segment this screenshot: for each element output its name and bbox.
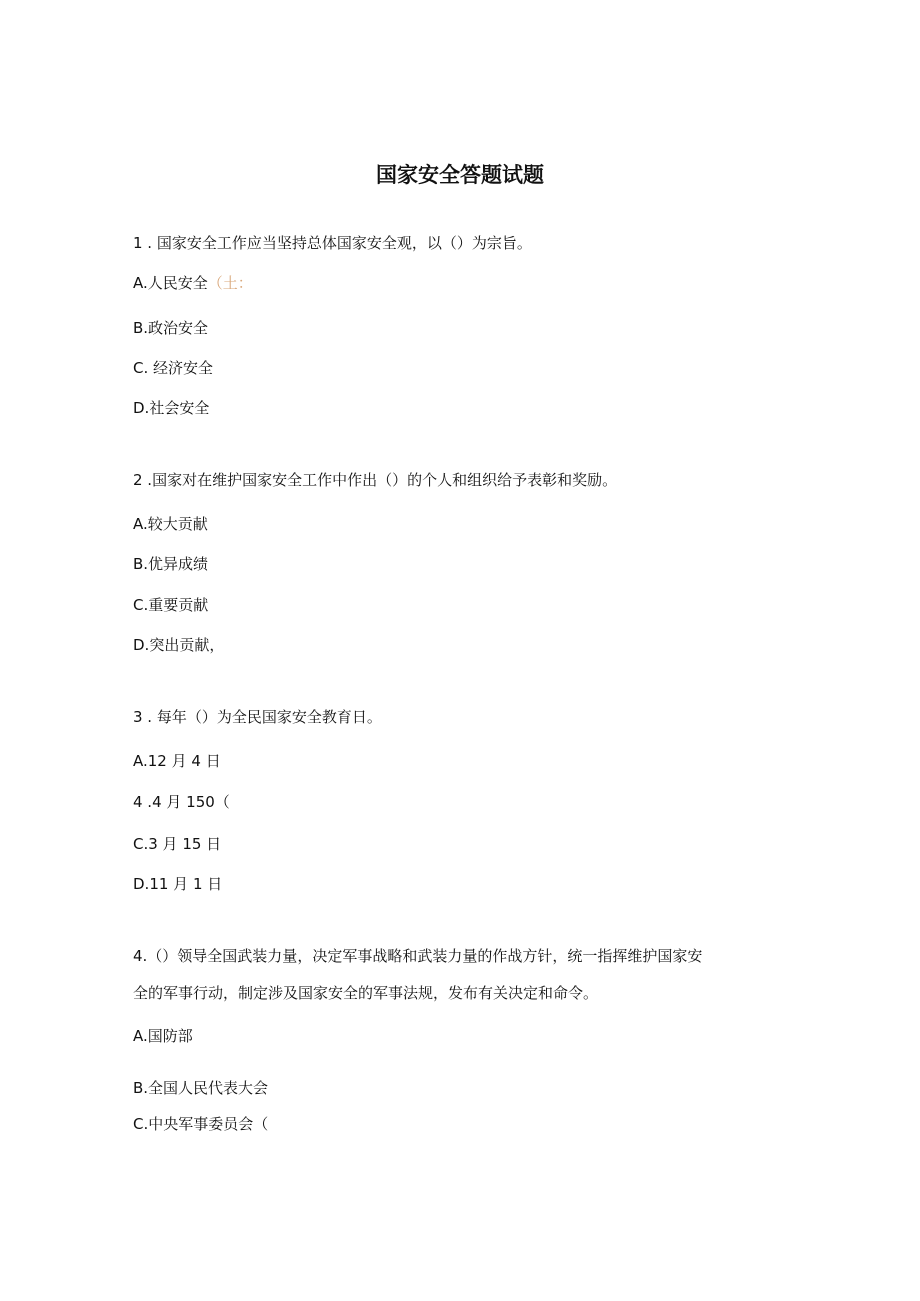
question-4-text-line-2: 全的军事行动，制定涉及国家安全的军事法规，发布有关决定和命令。 bbox=[133, 984, 599, 1002]
question-3-option-d: D.11 月 1 日 bbox=[133, 875, 223, 893]
question-1-text: 1 . 国家安全工作应当坚持总体国家安全观，以（）为宗旨。 bbox=[133, 234, 532, 252]
question-3-text: 3 . 每年（）为全民国家安全教育日。 bbox=[133, 708, 382, 726]
question-4-option-a: A.国防部 bbox=[133, 1027, 193, 1045]
question-2-option-b: B.优异成绩 bbox=[133, 555, 209, 573]
question-4-option-c: C.中央军事委员会（ bbox=[133, 1115, 269, 1133]
question-1-option-b: B.政治安全 bbox=[133, 319, 209, 337]
question-2-text: 2 .国家对在维护国家安全工作中作出（）的个人和组织给予表彰和奖励。 bbox=[133, 471, 618, 489]
option-a-label: A.人民安全 bbox=[133, 274, 208, 292]
question-1-option-d: D.社会安全 bbox=[133, 399, 210, 417]
question-2-option-a: A.较大贡献 bbox=[133, 515, 208, 533]
question-2-option-c: C.重要贡献 bbox=[133, 596, 209, 614]
page-title: 国家安全答题试题 bbox=[376, 162, 544, 187]
question-3-option-b: 4 .4 月 150（ bbox=[133, 793, 230, 811]
question-3-option-c: C.3 月 15 日 bbox=[133, 835, 222, 853]
question-3-option-a: A.12 月 4 日 bbox=[133, 752, 221, 770]
question-2-option-d: D.突出贡献， bbox=[133, 636, 225, 654]
question-4-option-b: B.全国人民代表大会 bbox=[133, 1079, 269, 1097]
question-1-option-a bbox=[133, 273, 253, 293]
annotation-mark: （土： bbox=[207, 274, 253, 292]
question-1-option-c: C. 经济安全 bbox=[133, 359, 214, 377]
question-4-text-line-1: 4.（）领导全国武装力量，决定军事战略和武装力量的作战方针，统一指挥维护国家安 bbox=[133, 947, 703, 965]
